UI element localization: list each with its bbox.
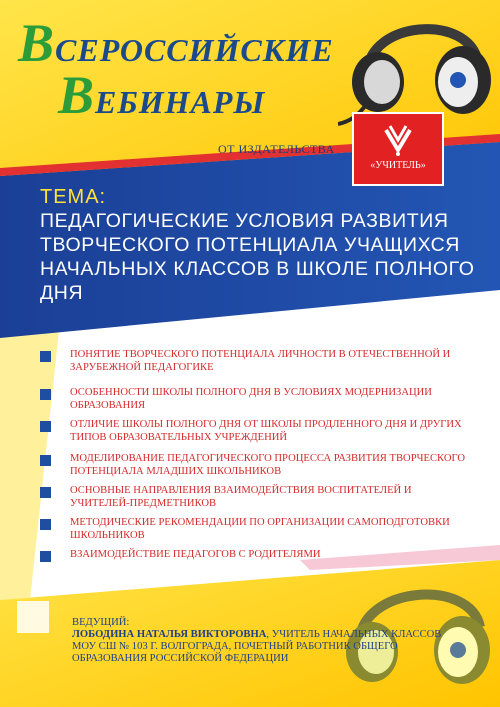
publisher-logo xyxy=(352,112,444,186)
list-item-text: ВЗАИМОДЕЙСТВИЕ ПЕДАГОГОВ С РОДИТЕЛЯМИ xyxy=(70,549,321,560)
publisher-logo-text: «УЧИТЕЛЬ» xyxy=(370,160,426,171)
title-rest: СЕРОССИЙСКИЕ xyxy=(55,32,334,68)
title-initial: В xyxy=(18,13,56,73)
host-label: ВЕДУЩИЙ: xyxy=(72,617,130,628)
host-info xyxy=(72,617,452,665)
publisher-logo-icon xyxy=(380,120,416,158)
list-item-text: ПОНЯТИЕ ТВОРЧЕСКОГО ПОТЕНЦИАЛА ЛИЧНОСТИ В ОТЕЧЕСТВЕННОЙ И ЗАРУБЕЖНОЙ ПЕДАГОГИКЕ xyxy=(70,349,451,373)
list-item-text: МОДЕЛИРОВАНИЕ ПЕДАГОГИЧЕСКОГО ПРОЦЕССА РАЗВИТИЯ ТВОРЧЕСКОГО ПОТЕНЦИАЛА МЛАДШИХ ШКОЛЬНИКОВ xyxy=(70,453,465,477)
decorative-square xyxy=(16,600,50,634)
list-item-text: ОСНОВНЫЕ НАПРАВЛЕНИЯ ВЗАИМОДЕЙСТВИЯ ВОСПИТАТЕЛЕЙ И УЧИТЕЛЕЙ-ПРЕДМЕТНИКОВ xyxy=(70,485,412,509)
list-item-text: МЕТОДИЧЕСКИЕ РЕКОМЕНДАЦИИ ПО ОРГАНИЗАЦИИ САМОПОДГОТОВКИ ШКОЛЬНИКОВ xyxy=(70,517,450,541)
list-item-text: ОТЛИЧИЕ ШКОЛЫ ПОЛНОГО ДНЯ ОТ ШКОЛЫ ПРОДЛЕННОГО ДНЯ И ДРУГИХ ТИПОВ ОБРАЗОВАТЕЛЬНЫХ УЧРЕЖДЕНИЙ xyxy=(70,419,462,443)
title-initial: В xyxy=(58,65,96,125)
bullet-square-icon xyxy=(40,487,51,498)
bullet-square-icon xyxy=(40,455,51,466)
bullet-square-icon xyxy=(40,421,51,432)
bullet-square-icon xyxy=(40,519,51,530)
topic-title: ПЕДАГОГИЧЕСКИЕ УСЛОВИЯ РАЗВИТИЯ ТВОРЧЕСКОГО ПОТЕНЦИАЛА УЧАЩИХСЯ НАЧАЛЬНЫХ КЛАССОВ В ШКОЛЕ ПОЛНОГО ДНЯ xyxy=(40,210,475,304)
list-item-text: ОСОБЕННОСТИ ШКОЛЫ ПОЛНОГО ДНЯ В УСЛОВИЯХ МОДЕРНИЗАЦИИ ОБРАЗОВАНИЯ xyxy=(70,387,432,411)
page-title-line2 xyxy=(58,64,265,126)
publisher-label: ОТ ИЗДАТЕЛЬСТВА xyxy=(218,142,335,156)
title-rest: ЕБИНАРЫ xyxy=(95,84,266,120)
host-description: , УЧИТЕЛЬ НАЧАЛЬНЫХ КЛАССОВ МОУ СШ № 103 Г. ВОЛГОГРАДА, ПОЧЕТНЫЙ РАБОТНИК ОБЩЕГО ОБРАЗОВАНИЯ РОССИЙСКОЙ ФЕДЕРАЦИИ xyxy=(72,629,442,664)
topic-label: ТЕМА: xyxy=(40,186,107,208)
bullet-square-icon xyxy=(40,389,51,400)
bullet-square-icon xyxy=(40,551,51,562)
host-name: ЛОБОДИНА НАТАЛЬЯ ВИКТОРОВНА xyxy=(72,629,267,640)
bullet-square-icon xyxy=(40,351,51,362)
